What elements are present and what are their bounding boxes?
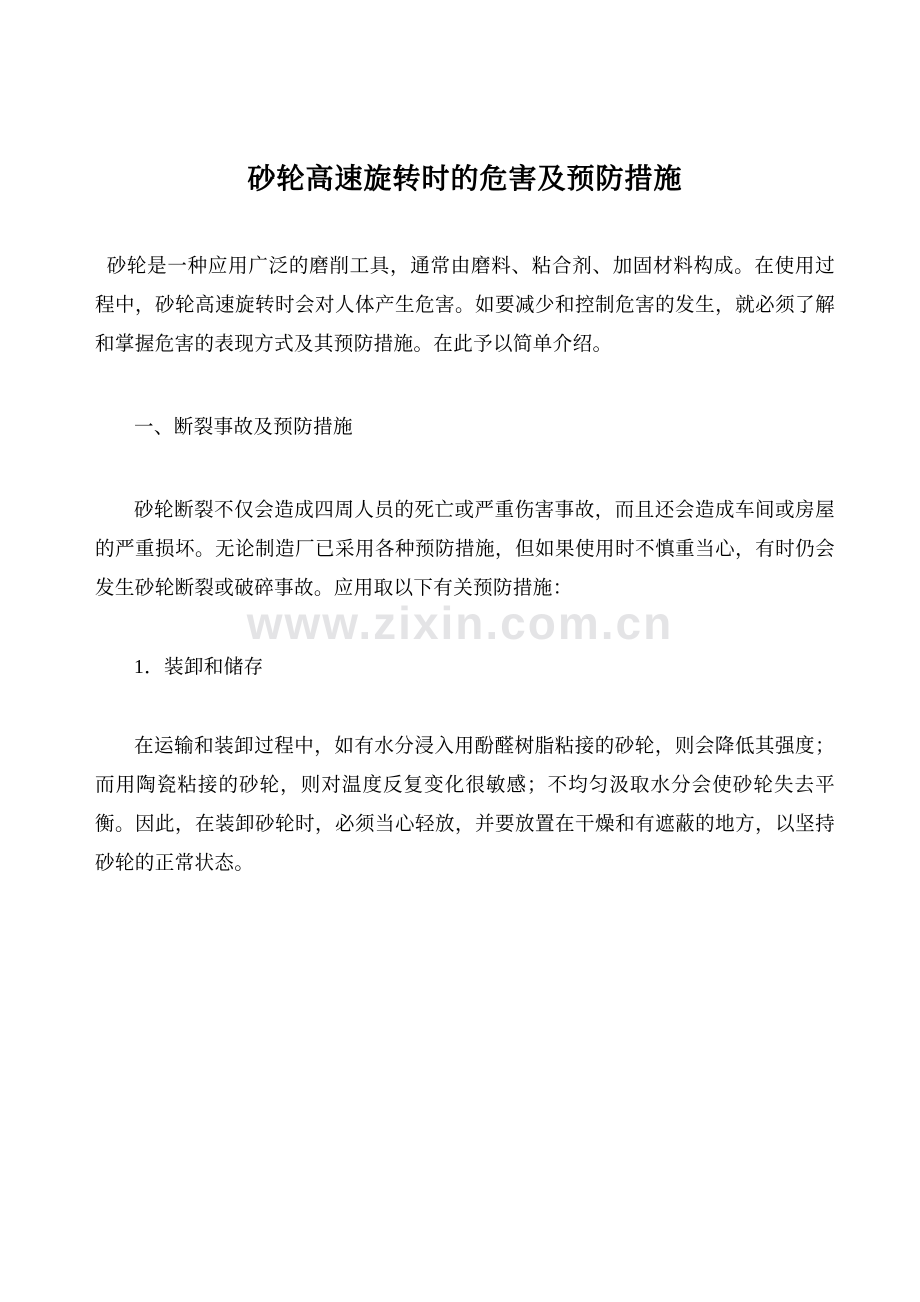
paragraph-section-1-body: 砂轮断裂不仅会造成四周人员的死亡或严重伤害事故，而且还会造成车间或房屋的严重损坏。无论制造厂已采用各种预防措施，但如果使用时不慎重当心，有时仍会发生砂轮断裂或破碎事故。应用取以下有关预防措施：	[95, 500, 835, 600]
item-heading-1: 1．装卸和储存	[134, 657, 264, 679]
page-title: 砂轮高速旋转时的危害及预防措施	[247, 164, 683, 195]
section-heading-1: 一、断裂事故及预防措施	[134, 417, 353, 439]
paragraph-item-1-body: 在运输和装卸过程中，如有水分浸入用酚醛树脂粘接的砂轮，则会降低其强度；而用陶瓷粘接的砂轮，则对温度反复变化很敏感；不均匀汲取水分会使砂轮失去平衡。因此，在装卸砂轮时，必须当心轻放，并要放置在干燥和有遮蔽的地方，以坚持砂轮的正常状态。	[95, 736, 835, 875]
watermark: www.zixin.com.cn	[246, 597, 674, 649]
document-content	[95, 0, 835, 883]
paragraph-intro: 砂轮是一种应用广泛的磨削工具，通常由磨料、粘合剂、加固材料构成。在使用过程中，砂轮高速旋转时会对人体产生危害。如要减少和控制危害的发生，就必须了解和掌握危害的表现方式及其预防措施。在此予以简单介绍。	[95, 256, 835, 356]
